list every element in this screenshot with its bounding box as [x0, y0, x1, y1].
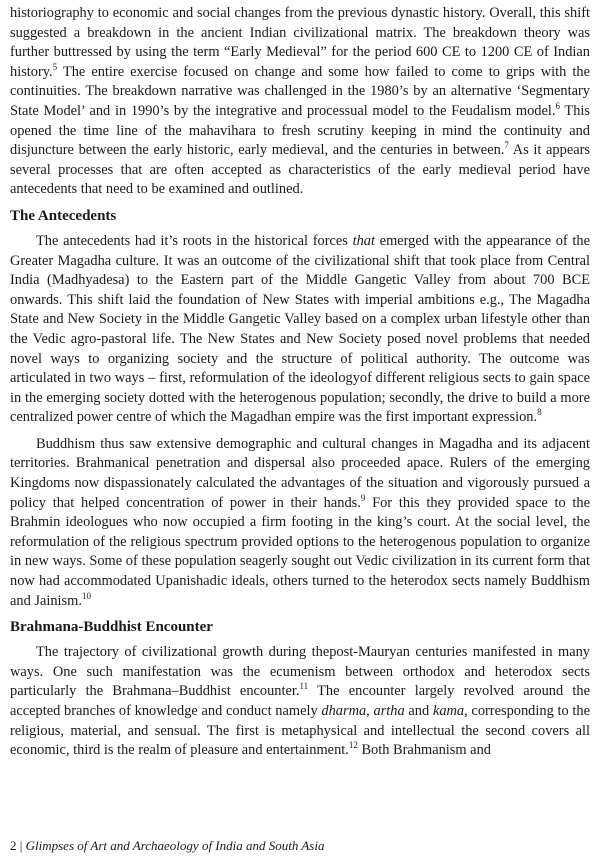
footnote-ref[interactable]: 5 [52, 61, 58, 72]
book-title: Glimpses of Art and Archaeology of India and South Asia [25, 838, 325, 853]
footnote-ref[interactable]: 8 [537, 407, 542, 418]
footnote-ref[interactable]: 11 [299, 681, 309, 692]
document-page [10, 4, 590, 768]
paragraph-antecedents: The antecedents had it’s roots in the historical forces that emerged with the appearance of the Greater Magadha culture. It was an outcome of the civilizational shift that took place from Central India (Madhyadesa) to the Eastern part of the Middle Gangetic Valley from about 700 BCE onwards. This shift laid the foundation of New States with imperial ambitions e.g., The Magadha State and New Society in the Middle Gangetic Valley based on a complex urban lifestyle other than the Vedic agro-pastoral life. The New States and New Society posed novel problems that needed novel ways to organizing society and the structure of political authority. The outcome was articulated in two ways – first, reformulation of the ideologyof different religious sects to gain space in the emerging society dotted with the heterogenous population; secondly, the drive to build a more centralized power centre of which the Magadhan empire was the first important expression.$^8$ [10, 232, 590, 426]
paragraph-historiography: historiography to economic and social changes from the previous dynastic history. Overall, this shift suggested a breakdown in the ancient Indian civilizational matrix. The breakdown theory was further buttressed by using the term “Early Medieval” for the period 600 CE to 1200 CE of Indian history.$^5$ The entire exercise focused on change and some how failed to come to grips with the continuities. The breakdown narrative was challenged in the 1980’s by an alternative ‘Segmentary State Model’ and in 1990’s by the integrative and processual model to the Feudalism model.$^6$ This opened the time line of the mahavihara to fresh scrutiny keeping in mind the continuity and disjuncture between the early historic, early medieval, and the centuries in between.$^7$ As it appears several processes that are often accepted as characteristics of the early medieval period have antecedents that need to be examined and outlined. [10, 5, 591, 198]
paragraph-buddhism: Buddhism thus saw extensive demographic and cultural changes in Magadha and its adjacent territories. Brahmanical penetration and dispersal also proceeded apace. Rulers of the emerging Kingdoms now dispassionately calculated the advantages of the situation and vigorously pursued a policy that helped concentration of power in their hands.$^9$ For this they provided space to the Brahmin ideologues who now occupied a firm footing in the king’s court. At the social level, the reformulation of the religious spectrum provided options to the heterogenous population to organize in new ways. Some of these population seagerly sought out Vedic civilization in its current form that now had accommodated Upanishadic ideals, others turned to the heterodox sects namely Buddhism and Jainism.$^{10}$ [10, 435, 591, 609]
section-heading-encounter: Brahmana-Buddhist Encounter [10, 619, 213, 636]
paragraph-encounter: The trajectory of civilizational growth during thepost-Mauryan centuries manifested in many ways. One such manifestation was the ecumenism between orthodox and heterodox sects particularly the Brahmana–Buddhist encounter.$^{11}$ The encounter largely revolved around the accepted branches of knowledge and conduct namely dharma, artha and kama, corresponding to the religious, material, and sensual. The first is metaphysical and intellectual the second covers all economic, third is the realm of pleasure and entertainment.$^{12}$ Both Brahmanism and [10, 644, 590, 759]
footnote-ref[interactable]: 6 [555, 101, 560, 112]
page-number: 2 [10, 838, 17, 853]
footnote-ref[interactable]: 12 [348, 740, 358, 751]
footnote-ref[interactable]: 10 [81, 590, 91, 601]
page-footer [10, 838, 324, 854]
footer-separator: | [16, 838, 26, 853]
footnote-ref[interactable]: 7 [504, 140, 509, 151]
section-heading-antecedents: The Antecedents [10, 207, 117, 224]
footnote-ref[interactable]: 9 [360, 492, 366, 503]
